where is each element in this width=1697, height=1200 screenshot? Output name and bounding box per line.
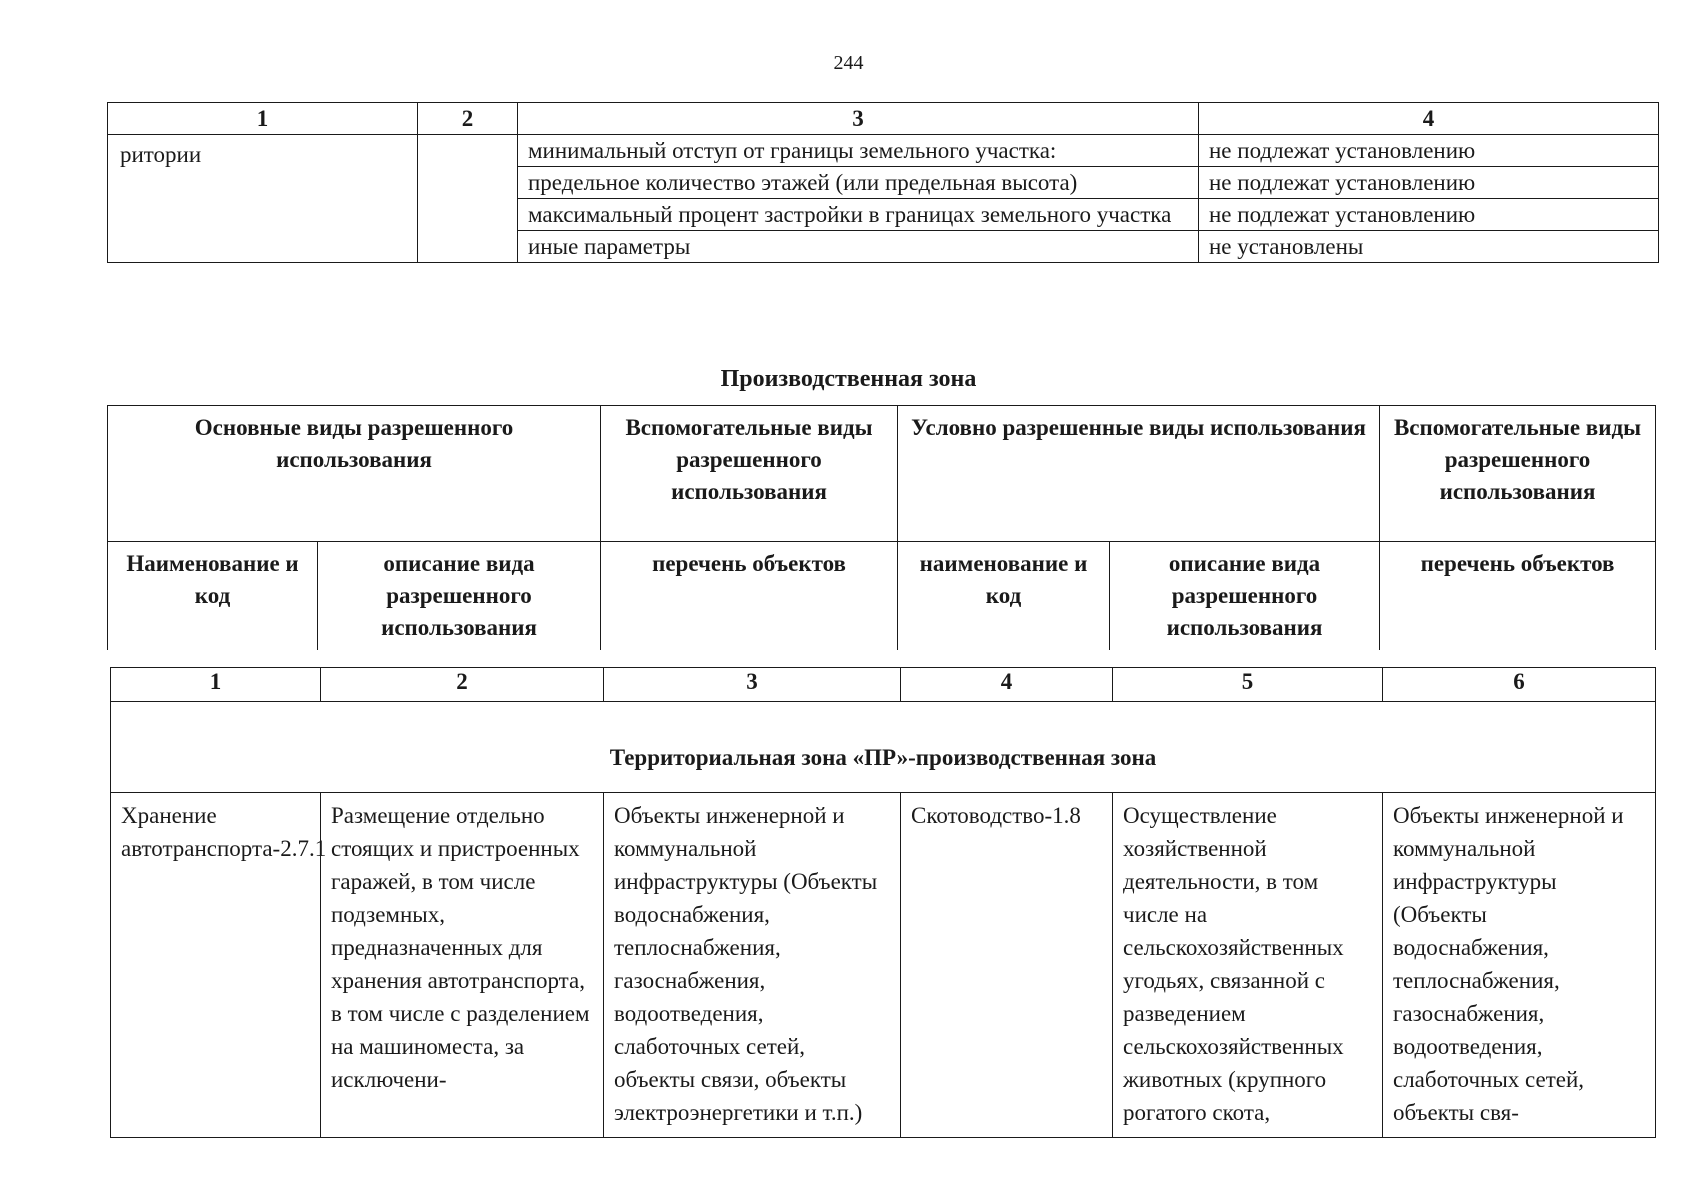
name-code-header: наименование и код (898, 542, 1110, 651)
objects-list-header: перечень объектов (601, 542, 898, 651)
description-header: описание вида разрешенного использования (1110, 542, 1380, 651)
column-number: 3 (518, 103, 1199, 135)
column-number: 4 (1199, 103, 1659, 135)
conditional-usage-description: Осуществление хозяйственной деятельности, в том числе на сельскохозяйственных угодьях, связанной с разведением сельскохозяйственных животных (крупного рогатого скота, (1113, 793, 1383, 1138)
table-row (111, 793, 1656, 1138)
main-usage-header: Основные виды разрешенного использования (108, 406, 601, 542)
empty-cell (418, 135, 518, 263)
column-number: 5 (1113, 668, 1383, 702)
parameters-table (107, 102, 1659, 263)
column-number: 1 (108, 103, 418, 135)
column-number: 2 (418, 103, 518, 135)
parameter-value: не подлежат установлению (1199, 135, 1659, 167)
parameter-name: минимальный отступ от границы земельного участка: (518, 135, 1199, 167)
conditional-auxiliary-objects: Объекты инженерной и коммунальной инфраструктуры (Объекты водоснабжения, теплоснабжения, газоснабжения, водоотведения, слаботочных сетей, объекты свя- (1383, 793, 1656, 1138)
conditional-usage-name: Скотоводство-1.8 (901, 793, 1113, 1138)
parameter-value: не установлены (1199, 231, 1659, 263)
main-usage-description: Размещение отдельно стоящих и пристроенных гаражей, в том числе подземных, предназначенных для хранения автотранспорта, в том числе с разделением на машиноместа, за исключени- (321, 793, 604, 1138)
auxiliary-usage-header: Вспомогательные виды разрешенного использования (601, 406, 898, 542)
parameter-name: предельное количество этажей (или предельная высота) (518, 167, 1199, 199)
name-code-header: Наименование и код (108, 542, 318, 651)
sub-header-row (108, 542, 1656, 651)
page-number: 244 (833, 52, 864, 74)
auxiliary-objects: Объекты инженерной и коммунальной инфраструктуры (Объекты водоснабжения, теплоснабжения, газоснабжения, водоотведения, слаботочных сетей, объекты связи, объекты электроэнергетики и т.п.) (604, 793, 901, 1138)
table-row (108, 135, 1659, 167)
column-number-row (111, 668, 1656, 702)
objects-list-header: перечень объектов (1380, 542, 1656, 651)
column-number: 2 (321, 668, 604, 702)
usage-types-header-table (107, 405, 1656, 650)
auxiliary-conditional-usage-header: Вспомогательные виды разрешенного использования (1380, 406, 1656, 542)
zone-title-row (111, 702, 1656, 793)
zone-name-cell: ритории (108, 135, 418, 263)
group-header-row (108, 406, 1656, 542)
parameter-value: не подлежат установлению (1199, 199, 1659, 231)
zone-title: Территориальная зона «ПР»-производственная зона (111, 702, 1656, 793)
column-number: 1 (111, 668, 321, 702)
parameters-header-row (108, 103, 1659, 135)
column-number: 4 (901, 668, 1113, 702)
main-usage-name: Хранение автотранспорта-2.7.1 (111, 793, 321, 1138)
description-header: описание вида разрешенного использования (318, 542, 601, 651)
column-number: 6 (1383, 668, 1656, 702)
zone-usage-table (110, 667, 1656, 1138)
parameter-name: иные параметры (518, 231, 1199, 263)
section-title: Производственная зона (720, 366, 977, 392)
column-number: 3 (604, 668, 901, 702)
parameter-name: максимальный процент застройки в границах земельного участка (518, 199, 1199, 231)
parameter-value: не подлежат установлению (1199, 167, 1659, 199)
conditional-usage-header: Условно разрешенные виды использования (898, 406, 1380, 542)
